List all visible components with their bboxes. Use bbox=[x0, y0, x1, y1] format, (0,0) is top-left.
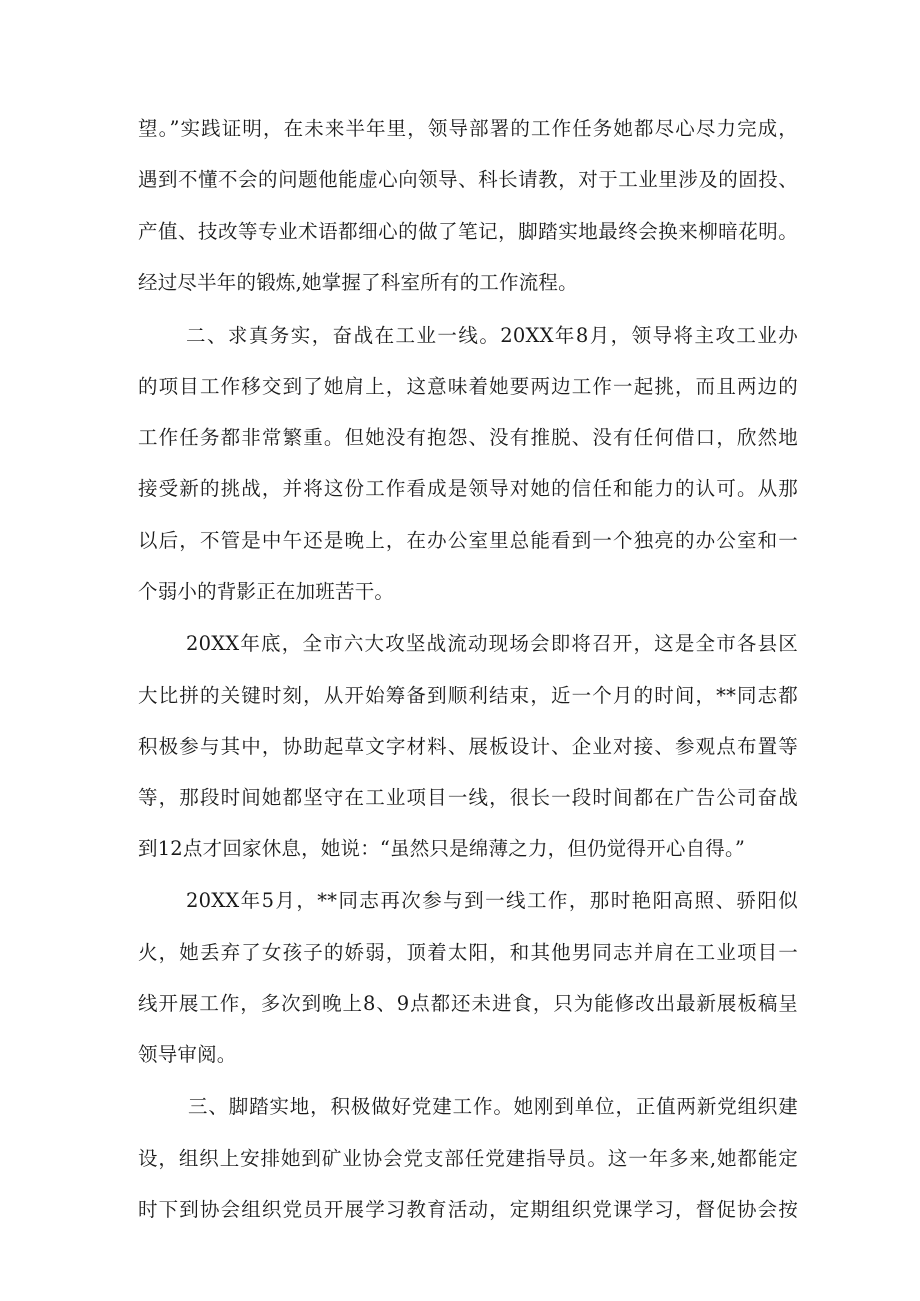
text-line: 经过尽半年的锻炼,她掌握了科室所有的工作流程。 bbox=[138, 271, 578, 294]
paragraph-start-line: 20XX年底，全市六大攻坚战流动现场会即将召开，这是全市各县区 bbox=[186, 632, 798, 655]
text-line: 接受新的挑战，并将这份工作看成是领导对她的信任和能力的认可。从那 bbox=[138, 477, 798, 500]
text-line: 到12点才回家休息，她说：“虽然只是绵薄之力，但仍觉得开心自得。” bbox=[138, 837, 746, 860]
text-line: 等，那段时间她都坚守在工业项目一线，很长一段时间都在广告公司奋战 bbox=[138, 786, 798, 809]
text-line: 的项目工作移交到了她肩上，这意味着她要两边工作一起挑，而且两边的 bbox=[138, 375, 798, 398]
text-line: 以后，不管是中午还是晚上，在办公室里总能看到一个独亮的办公室和一 bbox=[138, 529, 798, 552]
text-line: 大比拼的关键时刻，从开始筹备到顺利结束，近一个月的时间，**同志都 bbox=[138, 684, 798, 707]
text-line: 时下到协会组织党员开展学习教育活动，定期组织党课学习，督促协会按 bbox=[138, 1198, 798, 1221]
text-line: 工作任务都非常繁重。但她没有抱怨、没有推脱、没有任何借口，欣然地 bbox=[138, 426, 798, 449]
paragraph-heading-line: 三、脚踏实地，积极做好党建工作。她刚到单位，正值两新党组织建 bbox=[188, 1095, 798, 1118]
paragraph-heading-line: 二、求真务实，奋战在工业一线。20XX年8月，领导将主攻工业办 bbox=[186, 324, 798, 347]
paragraph-start-line: 20XX年5月，**同志再次参与到一线工作，那时艳阳高照、骄阳似 bbox=[186, 889, 798, 912]
text-line: 产值、技改等专业术语都细心的做了笔记，脚踏实地最终会换来柳暗花明。 bbox=[138, 220, 798, 243]
text-line: 线开展工作，多次到晚上8、9点都还未进食，只为能修改出最新展板稿呈 bbox=[138, 992, 798, 1015]
text-line: 设，组织上安排她到矿业协会党支部任党建指导员。这一年多来,她都能定 bbox=[138, 1147, 798, 1170]
text-line: 火，她丢弃了女孩子的娇弱，顶着太阳，和其他男同志并肩在工业项目一 bbox=[138, 941, 798, 964]
text-line: 个弱小的背影正在加班苦干。 bbox=[138, 580, 395, 603]
text-line: 领导审阅。 bbox=[138, 1043, 237, 1066]
text-line: 望。”实践证明，在未来半年里，领导部署的工作任务她都尽心尽力完成， bbox=[138, 117, 798, 140]
text-line: 积极参与其中，协助起草文字材料、展板设计、企业对接、参观点布置等 bbox=[138, 735, 798, 758]
text-line: 遇到不懂不会的问题他能虚心向领导、科长请教，对于工业里涉及的固投、 bbox=[138, 168, 798, 191]
